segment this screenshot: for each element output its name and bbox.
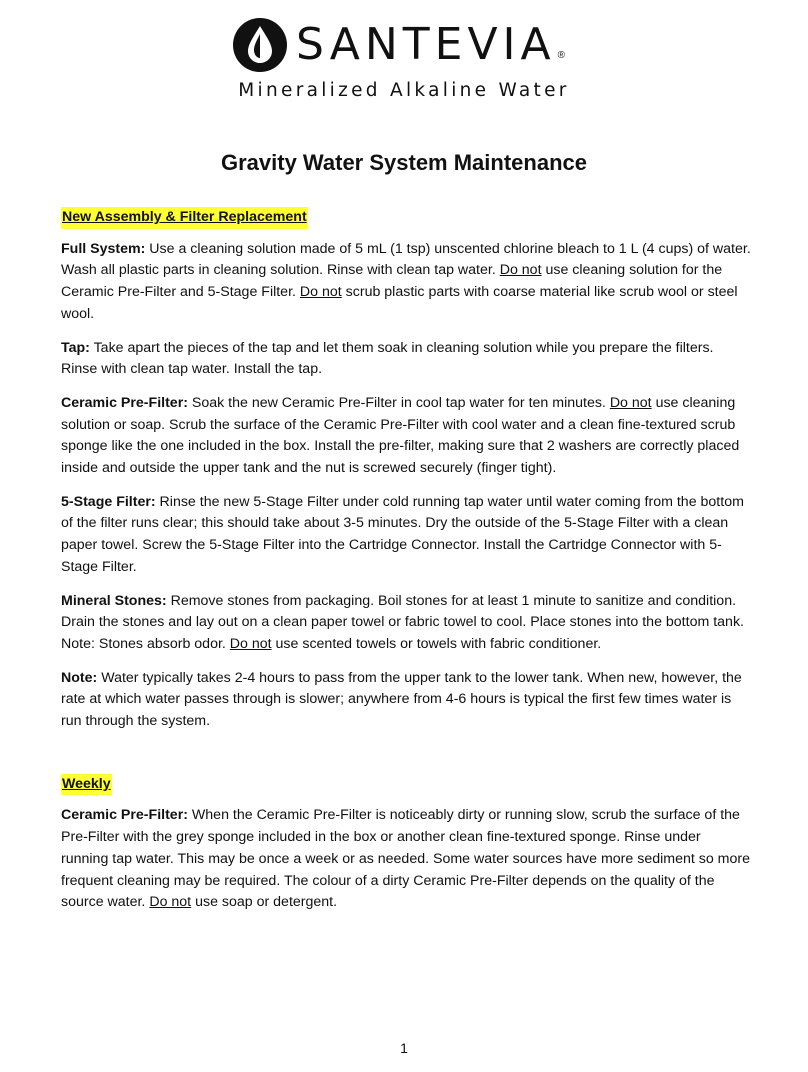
paragraph-label: Full System: bbox=[61, 240, 146, 257]
paragraph-mineral-stones bbox=[61, 591, 751, 656]
registered-mark: ® bbox=[557, 49, 565, 61]
paragraph-label: Mineral Stones: bbox=[61, 592, 167, 609]
paragraph-text: Soak the new Ceramic Pre-Filter in cool tap water for ten minutes. bbox=[187, 394, 610, 411]
paragraph-full-system bbox=[61, 239, 751, 326]
brand-prefix: SANTE bbox=[296, 19, 468, 70]
section-heading: Weekly bbox=[61, 774, 112, 796]
paragraph-text: Remove stones from packaging. Boil stones for at least 1 minute to sanitize and condition. Drain the stones and lay out on a clean paper towel or fabric towel to cool. Place stones into the bottom tank. Note: Stones absorb odor. bbox=[61, 592, 744, 652]
section-spacer bbox=[61, 745, 751, 774]
emphasis-do-not: Do not bbox=[229, 635, 272, 652]
brand-name bbox=[296, 16, 556, 74]
paragraph-weekly-ceramic-pre-filter bbox=[61, 805, 751, 914]
paragraph-text: scrub plastic parts with coarse material like scrub wool or steel wool. bbox=[61, 284, 738, 322]
section-heading: New Assembly & Filter Replacement bbox=[61, 207, 308, 229]
brand-logo bbox=[232, 16, 565, 74]
paragraph-5-stage-filter bbox=[61, 492, 751, 579]
brand-tagline: Mineralized Alkaline Water bbox=[238, 80, 570, 101]
emphasis-do-not: Do not bbox=[299, 284, 342, 301]
paragraph-text: use cleaning solution or soap. Scrub the surface of the Ceramic Pre-Filter with cool water and a clean fine-textured scrub sponge like the one included in the box. Install the pre-filter, making sure that 2 washers are correctly placed inside and outside the upper tank and the nut is screwed securely (finger tight). bbox=[61, 394, 740, 477]
paragraph-label: Tap: bbox=[61, 339, 90, 356]
emphasis-do-not: Do not bbox=[499, 262, 542, 279]
paragraph-text: Use a cleaning solution made of 5 mL (1 tsp) unscented chlorine bleach to 1 L (4 cups) of water. Wash all plastic parts in cleaning solution. Rinse with clean tap water. bbox=[61, 240, 751, 279]
paragraph-label: Note: bbox=[61, 669, 98, 686]
paragraph-label: 5-Stage Filter: bbox=[61, 493, 156, 510]
paragraph-text: use cleaning solution for the Ceramic Pre-Filter and 5-Stage Filter. bbox=[61, 262, 723, 301]
paragraph-text: Take apart the pieces of the tap and let them soak in cleaning solution while you prepare the filters. Rinse with clean tap water. Install the tap. bbox=[61, 339, 714, 378]
paragraph-note bbox=[61, 668, 751, 733]
paragraph-text: Water typically takes 2-4 hours to pass from the upper tank to the lower tank. When new, however, the rate at which water passes through is slower; anywhere from 4-6 hours is typical the first few times water is run through the system. bbox=[61, 669, 742, 730]
document-title: Gravity Water System Maintenance bbox=[221, 150, 587, 175]
paragraph-label: Ceramic Pre-Filter: bbox=[61, 807, 188, 824]
section-weekly bbox=[61, 774, 751, 914]
emphasis-do-not: Do not bbox=[609, 394, 652, 411]
emphasis-do-not: Do not bbox=[149, 894, 192, 911]
paragraph-text: use scented towels or towels with fabric conditioner. bbox=[271, 635, 602, 652]
document-body bbox=[61, 207, 751, 926]
brand-suffix: VIA bbox=[467, 19, 556, 70]
page-number: 1 bbox=[400, 1040, 408, 1056]
paragraph-text: When the Ceramic Pre-Filter is noticeably dirty or running slow, scrub the surface of the Pre-Filter with the grey sponge included in the box or another clean fine-textured sponge. Rinse under running tap water. This may be once a week or as needed. Some water sources have more sediment so more frequent cleaning may be required. The colour of a dirty Ceramic Pre-Filter depends on the quality of the source water. bbox=[61, 807, 750, 911]
section-new-assembly bbox=[61, 207, 751, 733]
paragraph-text: Rinse the new 5-Stage Filter under cold running tap water until water coming from the bottom of the filter runs clear; this should take about 3-5 minutes. Dry the outside of the 5-Stage Filter with a clean paper towel. Screw the 5-Stage Filter into the Cartridge Connector. Install the Cartridge Connector with 5-Stage Filter. bbox=[61, 493, 744, 575]
paragraph-label: Ceramic Pre-Filter: bbox=[61, 394, 188, 411]
paragraph-text: use soap or detergent. bbox=[191, 894, 338, 911]
water-drop-logo-icon bbox=[232, 17, 288, 73]
paragraph-ceramic-pre-filter bbox=[61, 393, 751, 480]
paragraph-tap bbox=[61, 338, 751, 381]
